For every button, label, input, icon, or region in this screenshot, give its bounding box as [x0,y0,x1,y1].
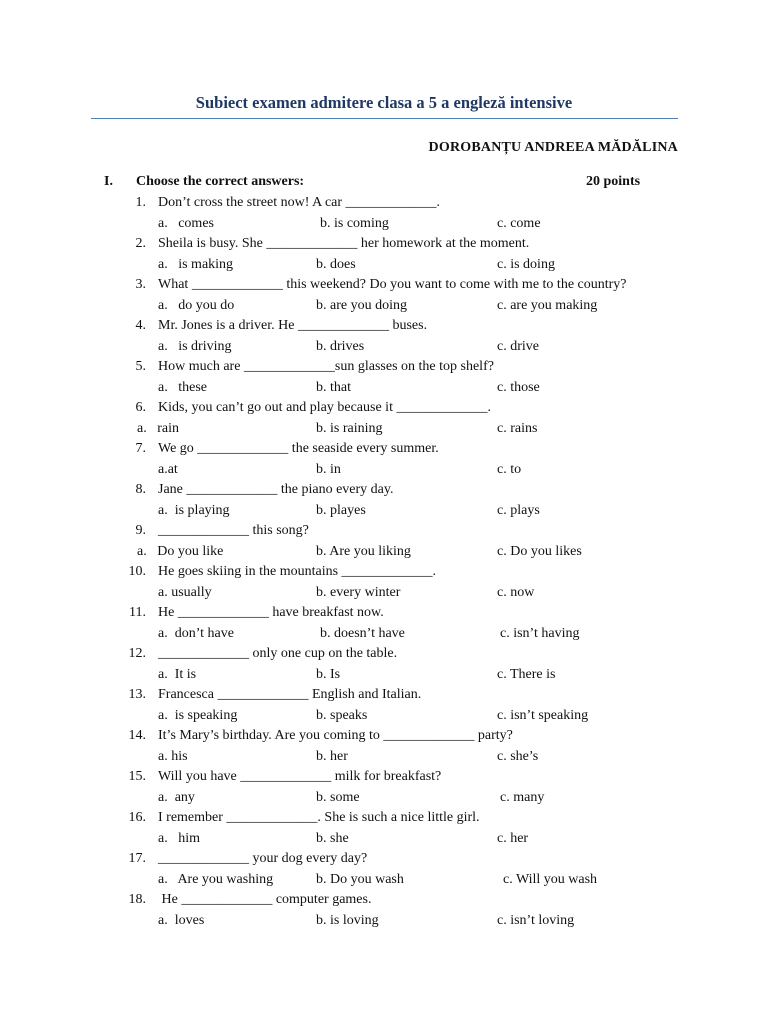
question-row [0,727,768,745]
option-c[interactable]: c. isn’t having [500,625,580,641]
option-a[interactable]: a. usually [158,584,212,600]
author-name: DOROBANȚU ANDREEA MĂDĂLINA [428,140,678,155]
option-a[interactable]: a. him [158,830,200,846]
option-b[interactable]: b. Is [316,666,341,682]
answer-options [0,666,768,684]
question-row [0,604,768,622]
answer-options [0,297,768,315]
option-c[interactable]: c. is doing [497,256,555,272]
section-number: I. [104,174,113,189]
question-text: _____________ only one cup on the table. [158,646,398,661]
question-row [0,645,768,663]
question-row [0,317,768,335]
option-b[interactable]: b. she [316,830,349,846]
option-a[interactable]: a.at [158,461,178,477]
question-text: Don’t cross the street now! A car _____________. [158,195,441,210]
option-b[interactable]: b. every winter [316,584,401,600]
question-row [0,276,768,294]
option-c[interactable]: c. isn’t speaking [497,707,589,723]
question-number: 8. [135,482,146,497]
option-c[interactable]: c. she’s [497,748,539,764]
question-row [0,235,768,253]
option-a[interactable]: a. is speaking [158,707,238,723]
section-instruction: Choose the correct answers: [136,174,305,189]
option-a[interactable]: a. loves [158,912,205,928]
question-number: 6. [135,400,146,415]
option-a[interactable]: a. do you do [158,297,235,313]
question-text: He _____________ computer games. [158,892,372,907]
question-text: We go _____________ the seaside every summer. [158,441,439,456]
question-number: 3. [135,277,146,292]
question-number: 2. [135,236,146,251]
title-underline [91,118,678,119]
option-a[interactable]: a. is making [158,256,234,272]
question-text: Sheila is busy. She _____________ her homework at the moment. [158,236,530,251]
option-a[interactable]: a. his [158,748,188,764]
option-a[interactable]: a. is driving [158,338,232,354]
option-c[interactable]: c. Will you wash [503,871,598,887]
question-text: How much are _____________sun glasses on the top shelf? [158,359,494,374]
question-text: It’s Mary’s birthday. Are you coming to _____________ party? [158,728,513,743]
answer-options [0,625,768,643]
question-number: 16. [128,810,146,825]
question-text: I remember _____________. She is such a nice little girl. [158,810,480,825]
section-points: 20 points [586,174,641,189]
answer-options [0,461,768,479]
question-row [0,399,768,417]
question-row [0,194,768,212]
question-number: 11. [129,605,146,620]
question-text: Will you have _____________ milk for breakfast? [158,769,442,784]
question-row [0,563,768,581]
question-text: _____________ this song? [158,523,309,538]
question-row [0,440,768,458]
question-number: 15. [128,769,146,784]
answer-options [0,912,768,930]
option-b[interactable]: b. are you doing [316,297,407,313]
option-c[interactable]: c. isn’t loving [497,912,575,928]
question-text: _____________ your dog every day? [158,851,368,866]
option-c[interactable]: c. many [500,789,545,805]
question-text: He _____________ have breakfast now. [158,605,384,620]
option-b[interactable]: b. doesn’t have [320,625,405,641]
answer-options [0,789,768,807]
question-text: He goes skiing in the mountains _____________. [158,564,437,579]
question-text: Kids, you can’t go out and play because it _____________. [158,400,491,415]
question-row [0,850,768,868]
question-row [0,481,768,499]
answer-options [0,420,768,438]
option-c[interactable]: c. to [497,461,522,477]
option-c[interactable]: c. Do you likes [497,543,582,559]
question-row [0,768,768,786]
question-row [0,686,768,704]
question-number: 14. [128,728,146,743]
question-number: 4. [135,318,146,333]
option-a[interactable]: a. Do you like [137,543,224,559]
question-number: 9. [135,523,146,538]
question-text: Mr. Jones is a driver. He _____________ buses. [158,318,428,333]
question-number: 12. [128,646,146,661]
question-row [0,522,768,540]
option-b[interactable]: b. playes [316,502,366,518]
option-c[interactable]: c. There is [497,666,556,682]
option-c[interactable]: c. drive [497,338,539,354]
option-b[interactable]: b. Are you liking [316,543,411,559]
option-a[interactable]: a. is playing [158,502,230,518]
answer-options [0,379,768,397]
document-title: Subiect examen admitere clasa a 5 a engleză intensive [195,93,573,112]
option-c[interactable]: c. those [497,379,540,395]
question-number: 10. [128,564,146,579]
option-c[interactable]: c. now [497,584,535,600]
question-number: 13. [128,687,146,702]
option-c[interactable]: c. rains [497,420,538,436]
option-b[interactable]: b. her [316,748,348,764]
answer-options [0,256,768,274]
option-b[interactable]: b. speaks [316,707,368,723]
option-b[interactable]: b. drives [316,338,365,354]
option-b[interactable]: b. does [316,256,356,272]
option-c[interactable]: c. her [497,830,529,846]
answer-options [0,338,768,356]
answer-options [0,707,768,725]
option-b[interactable]: b. in [316,461,341,477]
question-row [0,809,768,827]
question-number: 1. [135,195,146,210]
question-text: Jane _____________ the piano every day. [158,482,394,497]
question-row [0,358,768,376]
option-a[interactable]: a. don’t have [158,625,234,641]
option-c[interactable]: c. plays [497,502,540,518]
option-a[interactable]: a. these [158,379,207,395]
option-b[interactable]: b. is loving [316,912,379,928]
option-c[interactable]: c. come [497,215,541,231]
option-c[interactable]: c. are you making [497,297,598,313]
option-b[interactable]: b. some [316,789,360,805]
question-text: Francesca _____________ English and Italian. [158,687,422,702]
option-a[interactable]: a. rain [137,420,179,436]
question-row [0,891,768,909]
option-a[interactable]: a. Are you washing [158,871,274,887]
question-number: 18. [128,892,146,907]
answer-options [0,502,768,520]
question-text: What _____________ this weekend? Do you want to come with me to the country? [158,277,627,292]
question-number: 7. [135,441,146,456]
answer-options [0,748,768,766]
option-a[interactable]: a. It is [158,666,197,682]
answer-options [0,871,768,889]
answer-options [0,543,768,561]
option-b[interactable]: b. that [316,379,351,395]
question-number: 17. [128,851,146,866]
question-number: 5. [135,359,146,374]
option-a[interactable]: a. comes [158,215,214,231]
answer-options [0,584,768,602]
option-b[interactable]: b. is coming [320,215,389,231]
option-b[interactable]: b. is raining [316,420,383,436]
answer-options [0,215,768,233]
section-heading [0,174,768,192]
option-a[interactable]: a. any [158,789,195,805]
option-b[interactable]: b. Do you wash [316,871,404,887]
answer-options [0,830,768,848]
